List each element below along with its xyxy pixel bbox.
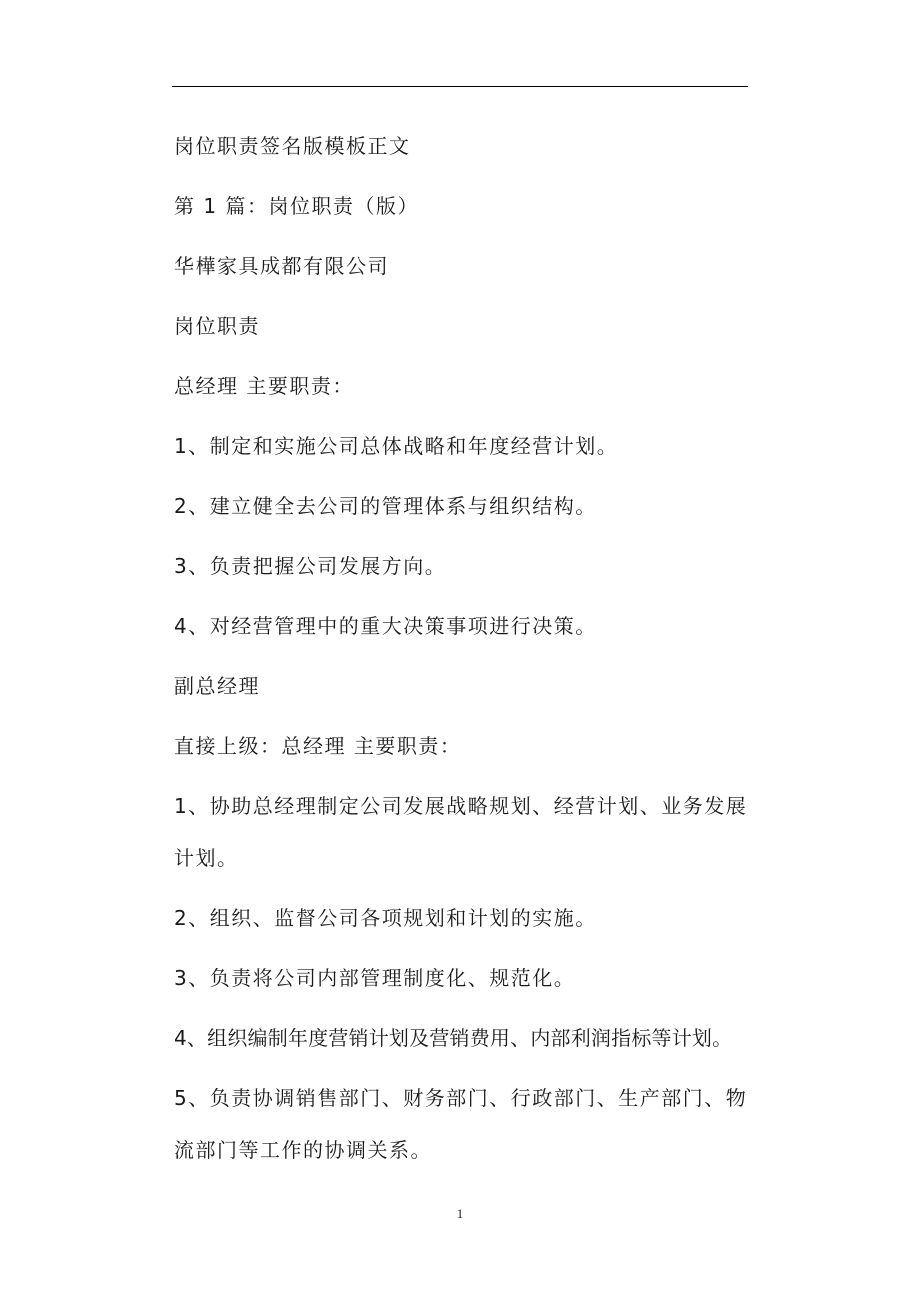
paragraph-vgm-heading: 副总经理: [174, 674, 260, 698]
paragraph-gm-item-3: 3、负责把握公司发展方向。: [174, 554, 447, 578]
paragraph-section-heading: 岗位职责: [174, 314, 260, 338]
paragraph-vgm-item-4: 4、组织编制年度营销计划及营销费用、内部利润指标等计划。: [174, 1026, 733, 1050]
paragraph-company: 华樺家具成都有限公司: [174, 254, 389, 278]
paragraph-vgm-item-1: 1、协助总经理制定公司发展战略规划、经营计划、业务发展计划。: [174, 794, 748, 870]
paragraph-vgm-item-3: 3、负责将公司内部管理制度化、规范化。: [174, 966, 576, 990]
paragraph-vgm-item-2: 2、组织、监督公司各项规划和计划的实施。: [174, 906, 597, 930]
header-rule: [172, 86, 748, 87]
page-number: 1: [456, 1206, 464, 1221]
paragraph-gm-duties: 总经理 主要职责：: [174, 374, 354, 398]
document-body: [174, 131, 754, 1195]
paragraph-gm-item-2: 2、建立健全去公司的管理体系与组织结构。: [174, 494, 597, 518]
paragraph-vgm-item-5: 5、负责协调销售部门、财务部门、行政部门、生产部门、物流部门等工作的协调关系。: [174, 1086, 748, 1162]
paragraph-gm-item-4: 4、对经营管理中的重大决策事项进行决策。: [174, 614, 597, 638]
paragraph-gm-item-1: 1、制定和实施公司总体战略和年度经营计划。: [174, 434, 619, 458]
paragraph-chapter: 第 1 篇：岗位职责（版）: [174, 194, 419, 218]
paragraph-vgm-duties: 直接上级：总经理 主要职责：: [174, 734, 462, 758]
document-title: 岗位职责签名版模板正文: [174, 134, 411, 158]
